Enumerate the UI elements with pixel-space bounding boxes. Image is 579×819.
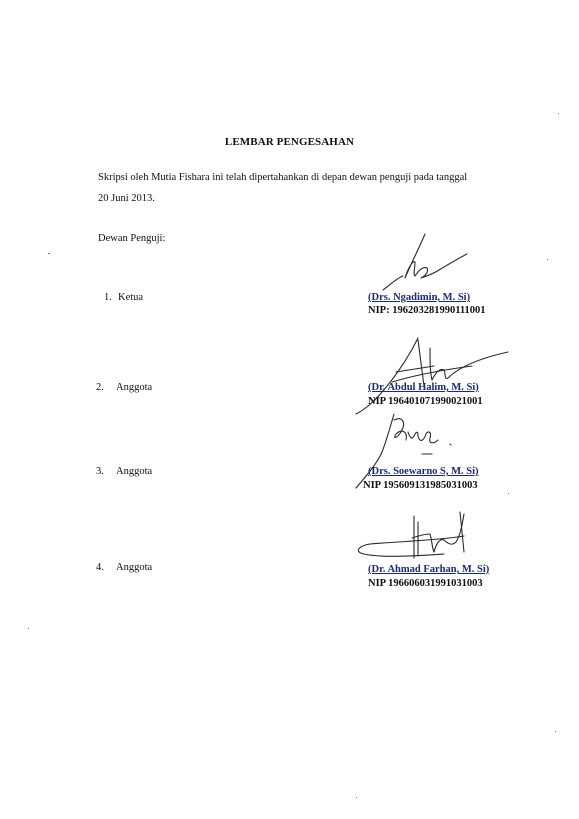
member-3-nip: NIP 195609131985031003 <box>363 480 478 491</box>
statement-line-1: Skripsi oleh Mutia Fishara ini telah dipertahankan di depan dewan penguji pada tanggal <box>98 172 468 183</box>
member-1-number: 1. <box>104 292 112 303</box>
member-4-role: Anggota <box>116 562 153 573</box>
scan-speck <box>356 797 357 798</box>
scan-speck <box>28 628 29 629</box>
member-3-signature <box>352 410 462 490</box>
member-4-signature <box>352 508 482 568</box>
statement-line-2: 20 Juni 2013. <box>98 193 155 204</box>
member-4-name: (Dr. Ahmad Farhan, M. Si) <box>368 564 490 575</box>
page-title: LEMBAR PENGESAHAN <box>224 136 355 148</box>
member-3-number: 3. <box>96 466 104 477</box>
member-4-nip: NIP 196606031991031003 <box>368 578 483 589</box>
board-label: Dewan Penguji: <box>98 233 166 244</box>
member-3-name: (Drs. Soewarno S, M. Si) <box>368 466 479 477</box>
scan-speck <box>508 493 509 494</box>
scan-speck <box>555 731 556 732</box>
member-4-number: 4. <box>96 562 104 573</box>
member-2-name: (Dr. Abdul Halim, M. Si) <box>368 382 479 393</box>
member-1-nip: NIP: 196203281990111001 <box>368 305 486 316</box>
member-1-name: (Drs. Ngadimin, M. Si) <box>368 292 471 303</box>
member-2-role: Anggota <box>116 382 153 393</box>
member-2-nip: NIP 196401071990021001 <box>368 396 483 407</box>
member-2-number: 2. <box>96 382 104 393</box>
scan-speck <box>48 253 50 254</box>
scan-speck <box>547 259 548 260</box>
member-1-role: Ketua <box>118 292 144 303</box>
member-3-role: Anggota <box>116 466 153 477</box>
member-1-signature <box>375 232 470 292</box>
scan-speck <box>558 113 559 114</box>
